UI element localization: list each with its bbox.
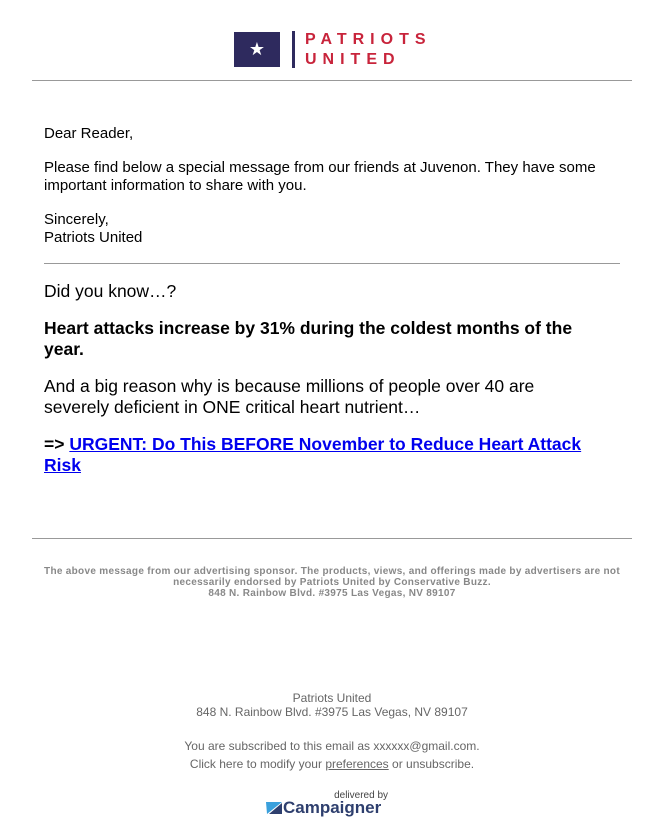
divider: [44, 263, 620, 264]
intro-text: Please find below a special message from our friends at Juvenon. They have some important information to share with you.: [44, 159, 596, 194]
delivered-by-label: delivered by: [334, 790, 388, 801]
ad-headline: Heart attacks increase by 31% during the coldest months of the year.: [44, 318, 573, 359]
disclaimer-address: 848 N. Rainbow Blvd. #3975 Las Vegas, NV 89107: [208, 588, 456, 599]
divider: [32, 538, 632, 539]
cta-link[interactable]: URGENT: Do This BEFORE November to Reduce Heart Attack Risk: [44, 434, 582, 475]
preferences-link[interactable]: preferences: [325, 757, 389, 771]
ad-question: Did you know…?: [44, 281, 177, 301]
sponsor-disclaimer: [32, 566, 632, 599]
modify-prefix: Click here to modify your: [189, 757, 322, 771]
campaigner-name: Campaigner: [283, 798, 382, 817]
footer-org: Patriots United: [292, 691, 372, 705]
ad-cta: [44, 434, 614, 476]
modify-suffix: or unsubscribe.: [392, 757, 475, 771]
disclaimer-text: The above message from our advertising sponsor. The products, views, and offerings made by advertisers are not necessarily endorsed by Patriots United by Conservative Buzz.: [44, 566, 620, 588]
footer-address: 848 N. Rainbow Blvd. #3975 Las Vegas, NV 89107: [196, 705, 468, 719]
preferences-line: [32, 757, 632, 771]
arrow-label: =>: [44, 434, 65, 454]
email-header: [32, 0, 632, 81]
signature: Patriots United: [44, 229, 143, 246]
patriots-united-logo[interactable]: [234, 31, 436, 68]
campaigner-badge[interactable]: [266, 790, 390, 818]
logo-text-line2: UNITED: [305, 51, 401, 68]
ad-body: And a big reason why is because millions of people over 40 are severely deficient in ONE critical heart nutrient…: [44, 376, 535, 417]
subscription-notice: You are subscribed to this email as xxxxxx@gmail.com.: [184, 739, 480, 753]
logo-flag-box: [234, 32, 280, 67]
star-icon: ★: [248, 39, 266, 59]
envelope-icon: [266, 802, 283, 814]
logo-text-line1: PATRIOTS: [305, 31, 432, 48]
closing: Sincerely,: [44, 211, 109, 228]
logo-divider: [292, 31, 295, 68]
greeting: Dear Reader,: [44, 125, 134, 142]
